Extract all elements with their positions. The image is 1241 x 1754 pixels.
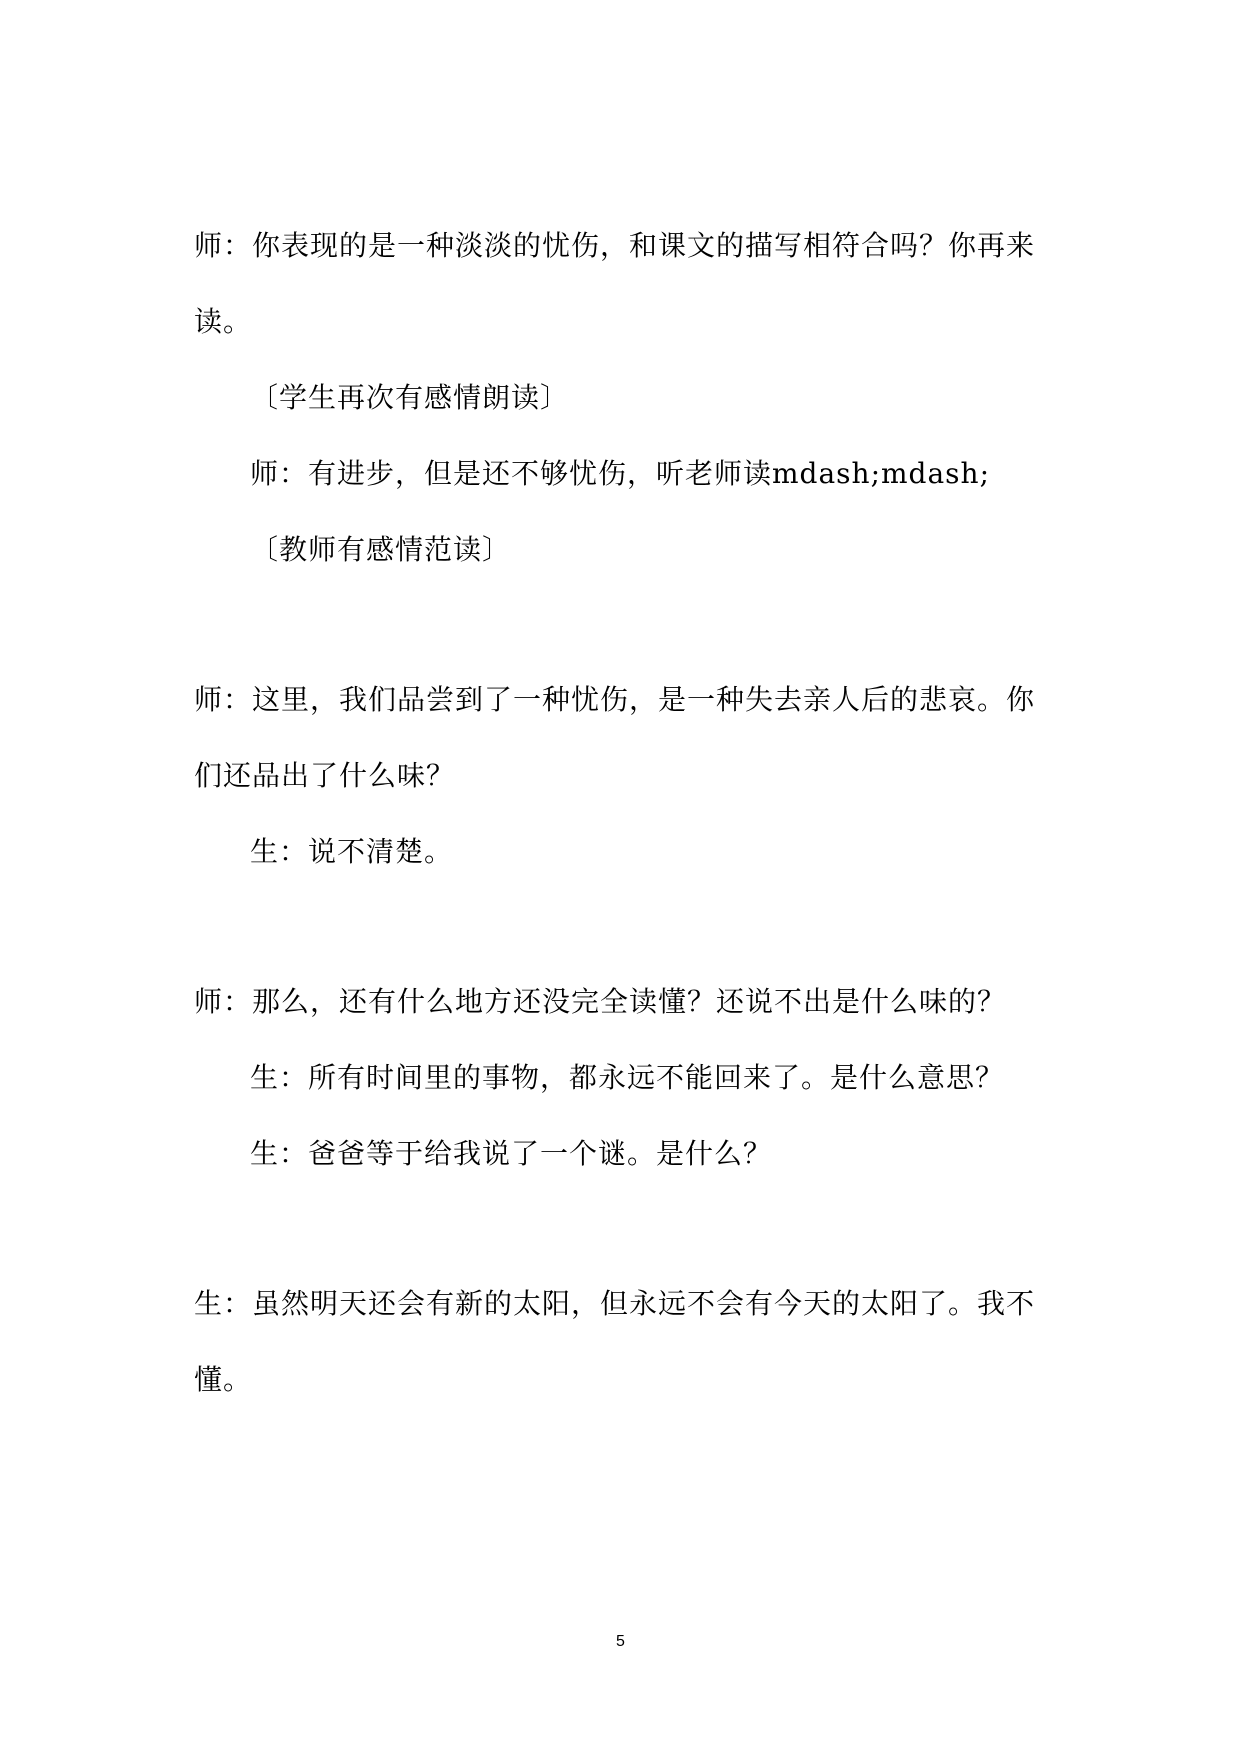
paragraph-line: 师：你表现的是一种淡淡的忧伤，和课文的描写相符合吗？你再来 — [194, 229, 1036, 262]
paragraph-line: 生：爸爸等于给我说了一个谜。是什么？ — [250, 1137, 773, 1170]
paragraph-line: 师：那么，还有什么地方还没完全读懂？还说不出是什么味的？ — [194, 985, 1007, 1018]
paragraph-line: 生：说不清楚。 — [250, 835, 454, 868]
paragraph-line: 师：这里，我们品尝到了一种忧伤，是一种失去亲人后的悲哀。你 — [194, 683, 1036, 716]
paragraph-line: 读。 — [194, 305, 253, 338]
stage-direction: 〔教师有感情范读〕 — [250, 533, 512, 566]
paragraph-line: 生：虽然明天还会有新的太阳，但永远不会有今天的太阳了。我不 — [194, 1287, 1036, 1320]
paragraph-line: 懂。 — [194, 1363, 253, 1396]
paragraph-line: 们还品出了什么味？ — [194, 759, 456, 792]
paragraph-line: 生：所有时间里的事物，都永远不能回来了。是什么意思？ — [250, 1061, 1005, 1094]
stage-direction: 〔学生再次有感情朗读〕 — [250, 381, 570, 414]
paragraph-line: 师：有进步，但是还不够忧伤，听老师读mdash;mdash; — [250, 457, 991, 490]
page-number: 5 — [616, 1633, 625, 1650]
